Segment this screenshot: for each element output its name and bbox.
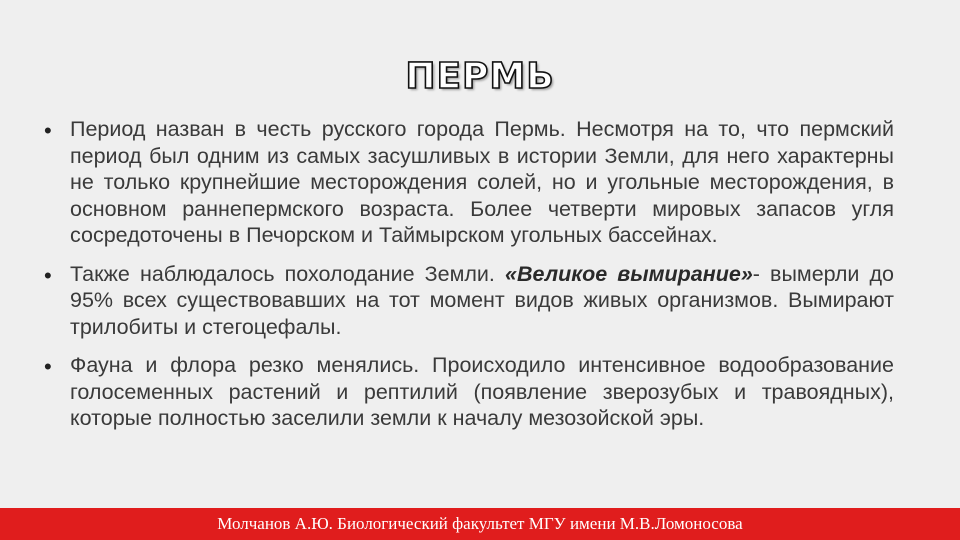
bullet-item-1 xyxy=(42,116,894,249)
bullet-text: Период назван в честь русского города Пермь. Несмотря на то, что пермский период был одним из самых засушливых в истории Земли, для него характерны не только крупнейшие месторождения солей, но и угольные месторождения, в основном раннепермского возраста. Более четверти мировых запасов угля сосредоточены в Печорском и Таймырском угольных бассейнах. xyxy=(70,117,894,247)
bullet-text-after: - вымерли до 95% всех существовавших на тот момент видов живых организмов. Вымирают трилобиты и стегоцефалы. xyxy=(70,261,895,339)
bullet-list xyxy=(42,116,894,444)
bullet-text-before: Также наблюдалось похолодание Земли. xyxy=(70,261,505,286)
bullet-icon: • xyxy=(44,262,52,288)
bullet-icon: • xyxy=(44,354,52,379)
bullet-icon: • xyxy=(44,118,52,143)
slide-title: ПЕРМЬ xyxy=(405,56,555,97)
footer-text: Молчанов А.Ю. Биологический факультет МГУ имени М.В.Ломоносова xyxy=(217,514,743,533)
footer-bar xyxy=(0,508,960,540)
bullet-text: Фауна и флора резко менялись. Происходило интенсивное водообразование голосеменных растений и рептилий (появление зверозубых и травоядных), которые полностью заселили земли к началу мезозойской эры. xyxy=(70,353,894,430)
bullet-item-3 xyxy=(42,352,894,432)
bullet-item-2 xyxy=(42,261,894,341)
bullet-emphasis: «Великое вымирание» xyxy=(505,261,753,286)
